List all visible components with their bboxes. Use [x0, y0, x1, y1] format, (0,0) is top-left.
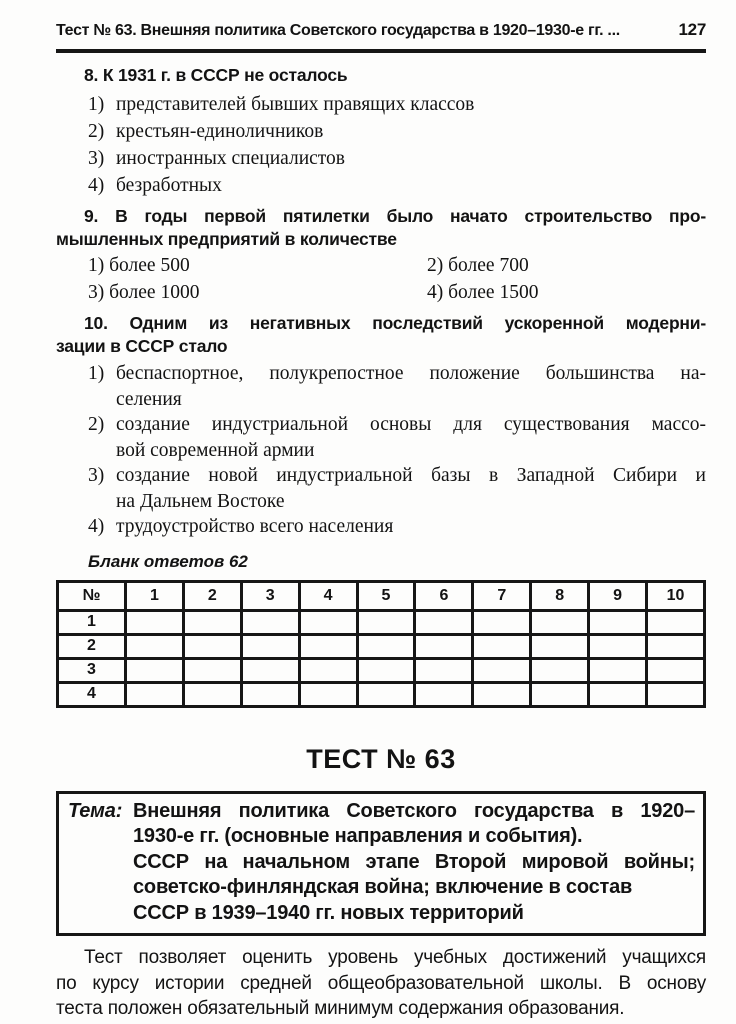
answer-cell: [299, 658, 357, 682]
answer-cell: [126, 682, 184, 706]
answer-cell: [183, 610, 241, 634]
question-8-stem: [56, 64, 706, 87]
answer-cell: [473, 682, 531, 706]
option-text: более 700: [448, 255, 529, 276]
column-header: 5: [357, 581, 415, 610]
option-text-line1: создание индустриальной основы для существования массо-: [116, 414, 706, 435]
question-9-stem: [56, 205, 706, 251]
question-10-options: [56, 361, 706, 540]
option-text: иностранных специалистов: [116, 148, 346, 169]
answer-cell: [126, 658, 184, 682]
answer-cell: [415, 658, 473, 682]
answer-cell: [589, 658, 647, 682]
answer-form-row: [58, 634, 705, 658]
column-header: 3: [241, 581, 299, 610]
answer-option: [427, 280, 706, 306]
answer-cell: [473, 610, 531, 634]
option-text-line1: беспаспортное, полукрепостное положение большинства на-: [116, 363, 706, 384]
question-8-stem-line: 8. К 1931 г. в СССР не осталось: [84, 65, 348, 85]
option-number: 4): [88, 516, 105, 537]
row-label: 3: [58, 658, 126, 682]
answer-cell: [589, 634, 647, 658]
answer-form-row: [58, 682, 705, 706]
answer-cell: [589, 610, 647, 634]
answer-cell: [647, 658, 705, 682]
test-heading: ТЕСТ № 63: [306, 743, 456, 774]
answer-cell: [531, 658, 589, 682]
option-number: 3): [88, 465, 105, 486]
row-label: 2: [58, 634, 126, 658]
theme-line: 1930-е гг. (основные направления и события).: [133, 825, 583, 847]
row-label: 1: [58, 610, 126, 634]
answer-option: [56, 463, 706, 514]
intro-paragraph: [56, 945, 706, 1022]
answer-option: [56, 172, 706, 199]
answer-cell: [357, 658, 415, 682]
option-text-line2: на Дальнем Востоке: [116, 490, 285, 512]
option-number: 4): [88, 175, 105, 196]
answer-form-title: Бланк ответов 62: [88, 551, 248, 571]
answer-cell: [473, 658, 531, 682]
answer-cell: [415, 634, 473, 658]
option-text-line1: создание новой индустриальной базы в Западной Сибири и: [116, 465, 706, 486]
option-text: более 500: [109, 255, 190, 276]
question-9-stem-line1: 9. В годы первой пятилетки было начато строительство про-: [84, 206, 706, 226]
answer-cell: [241, 682, 299, 706]
theme-line: СССР в 1939–1940 гг. новых территорий: [133, 901, 524, 924]
answer-option: [56, 118, 706, 145]
option-text: представителей бывших правящих классов: [116, 94, 475, 115]
answer-form-row: [58, 658, 705, 682]
answer-cell: [589, 682, 647, 706]
question-8: [56, 64, 706, 199]
option-number: 3): [88, 282, 105, 303]
answer-cell: [183, 682, 241, 706]
answer-cell: [357, 682, 415, 706]
question-10-stem-line2: зации в СССР стало: [56, 336, 228, 356]
option-number: 1): [88, 363, 105, 384]
question-10: [56, 312, 706, 540]
theme-line: СССР на начальном этапе Второй мировой войны;: [133, 850, 695, 873]
theme-text: [133, 799, 695, 927]
column-header: 1: [126, 581, 184, 610]
answer-cell: [183, 658, 241, 682]
option-number: 1): [88, 255, 105, 276]
row-label: 4: [58, 682, 126, 706]
question-9-stem-line2: мышленных предприятий в количестве: [56, 229, 397, 249]
intro-line: теста положен обязательный минимум содержания образования.: [56, 998, 625, 1019]
column-header: 7: [473, 581, 531, 610]
answer-cell: [415, 682, 473, 706]
answer-option: [88, 253, 427, 279]
theme-line: советско-финляндская война; включение в состав: [133, 876, 633, 898]
column-header: 6: [415, 581, 473, 610]
answer-cell: [415, 610, 473, 634]
option-text: более 1000: [109, 282, 200, 303]
option-number: 1): [88, 94, 105, 115]
answer-cell: [299, 610, 357, 634]
answer-cell: [357, 634, 415, 658]
answer-cell: [531, 610, 589, 634]
option-number: 2): [427, 255, 444, 276]
answer-cell: [531, 634, 589, 658]
option-number: 3): [88, 148, 105, 169]
answer-option: [56, 91, 706, 118]
question-10-stem: [56, 312, 706, 358]
answer-cell: [183, 634, 241, 658]
answer-cell: [647, 682, 705, 706]
option-text-line2: вой современной армии: [116, 439, 315, 461]
intro-line: Тест позволяет оценить уровень учебных достижений учащихся: [84, 947, 706, 968]
column-header: 2: [183, 581, 241, 610]
running-header: [56, 20, 706, 53]
answer-cell: [473, 634, 531, 658]
option-number: 2): [88, 121, 105, 142]
option-number: 2): [88, 414, 105, 435]
answer-cell: [241, 610, 299, 634]
column-header: 8: [531, 581, 589, 610]
page-number: 127: [678, 20, 706, 39]
running-header-title: Тест № 63. Внешняя политика Советского государства в 1920–1930-е гг. ...: [56, 22, 620, 39]
theme-line: Внешняя политика Советского государства в 1920–: [133, 799, 695, 822]
answer-cell: [126, 634, 184, 658]
option-text: безработных: [116, 175, 222, 196]
answer-cell: [357, 610, 415, 634]
answer-cell: [647, 634, 705, 658]
answer-cell: [299, 634, 357, 658]
column-header: 9: [589, 581, 647, 610]
option-number: 4): [427, 282, 444, 303]
answer-option: [56, 361, 706, 412]
answer-option: [56, 412, 706, 463]
theme-box: [56, 791, 706, 937]
answer-form-row: [58, 610, 705, 634]
answer-cell: [299, 682, 357, 706]
option-text: крестьян-единоличников: [116, 121, 324, 142]
theme-label: Тема:: [68, 799, 123, 822]
column-header: №: [58, 581, 126, 610]
question-9: [56, 205, 706, 306]
answer-option: [56, 145, 706, 172]
answer-option: [56, 514, 706, 540]
answer-cell: [126, 610, 184, 634]
question-8-options: [56, 91, 706, 199]
column-header: 4: [299, 581, 357, 610]
answer-form-table: [56, 580, 706, 708]
column-header: 10: [647, 581, 705, 610]
answer-cell: [647, 610, 705, 634]
option-text-line2: селения: [116, 388, 182, 410]
answer-option: [427, 253, 706, 279]
answer-form-header-row: [58, 581, 705, 610]
question-9-options: [56, 253, 706, 306]
option-text: более 1500: [448, 282, 539, 303]
answer-cell: [241, 634, 299, 658]
answer-cell: [241, 658, 299, 682]
intro-line: по курсу истории средней общеобразовательной школы. В основу: [56, 972, 706, 994]
answer-cell: [531, 682, 589, 706]
answer-option: [88, 280, 427, 306]
option-text-line1: трудоустройство всего населения: [116, 516, 394, 537]
question-10-stem-line1: 10. Одним из негативных последствий ускоренной модерни-: [84, 313, 706, 333]
